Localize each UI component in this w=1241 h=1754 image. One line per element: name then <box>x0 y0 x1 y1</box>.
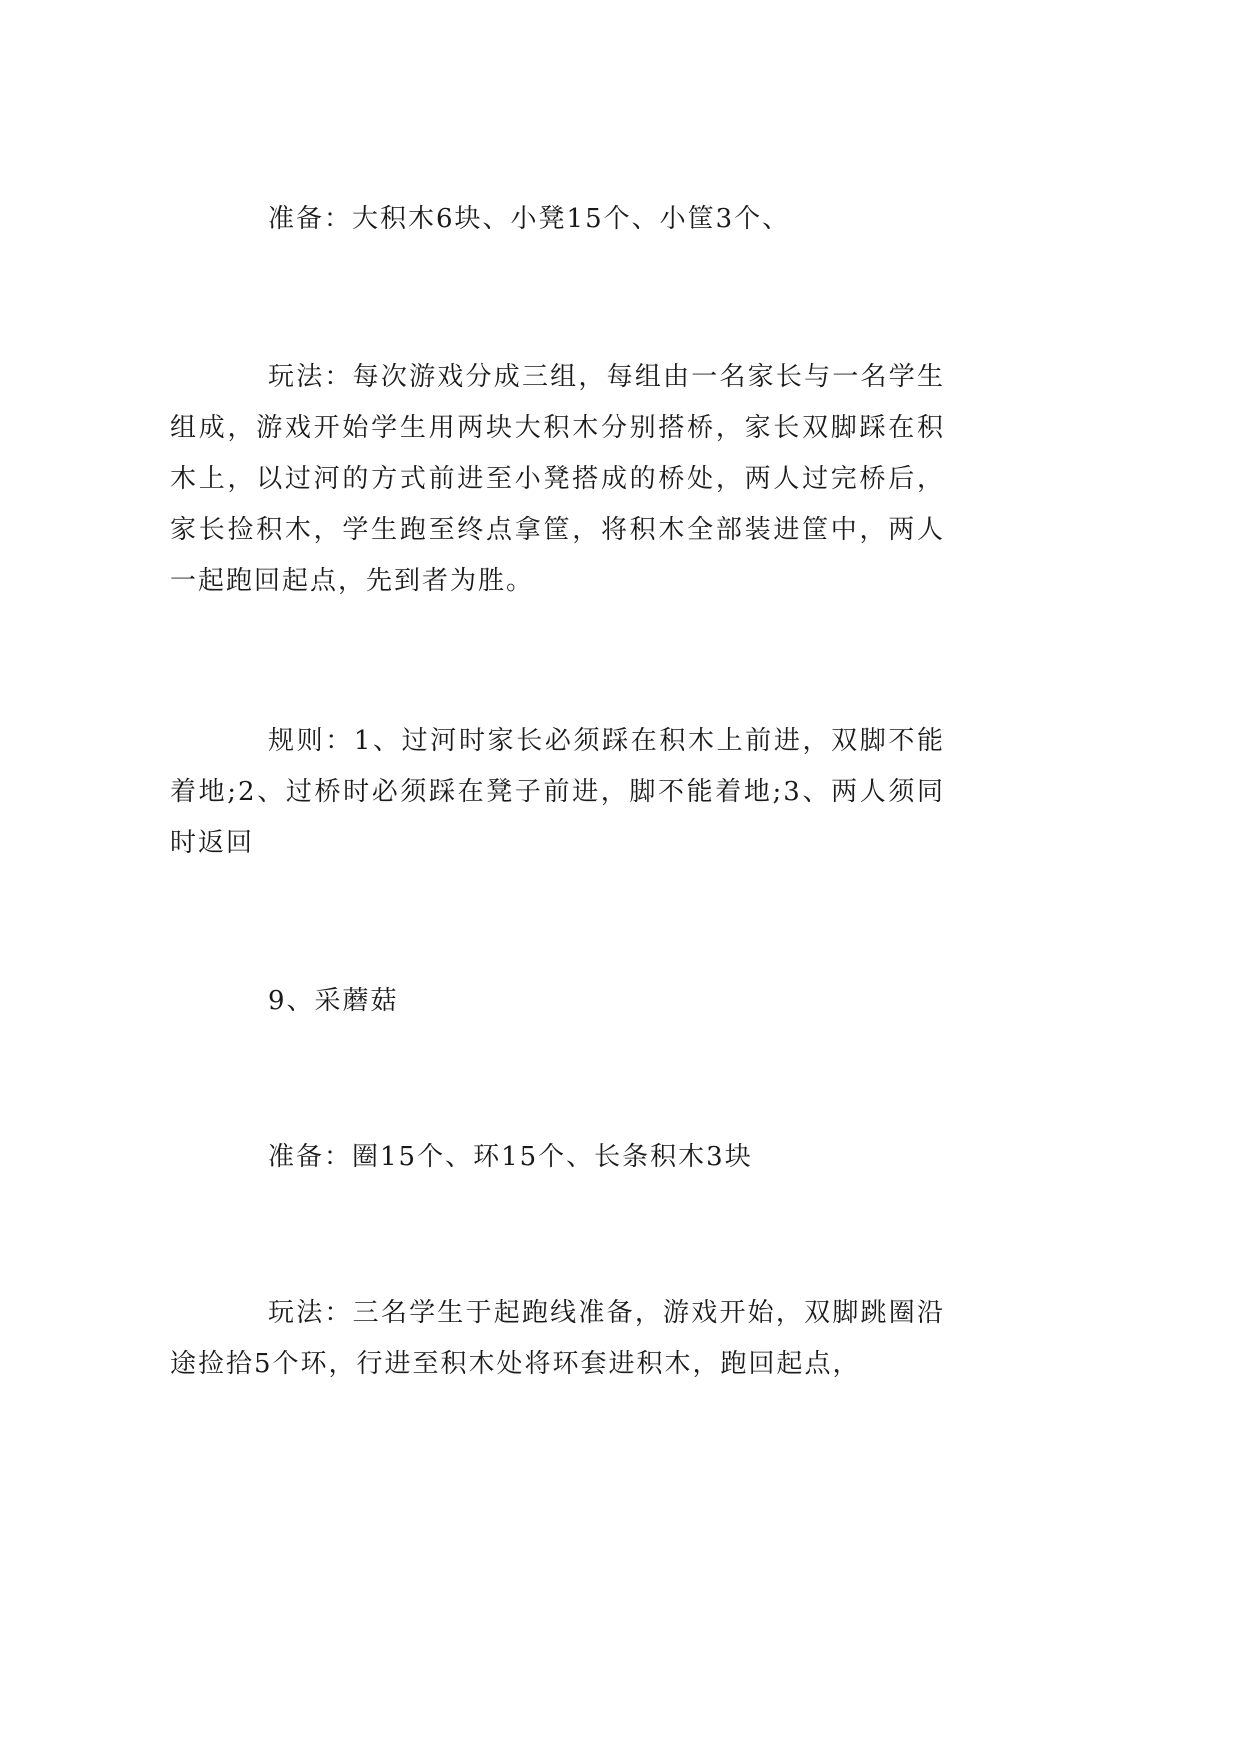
section-heading-9: 9、采蘑菇 <box>268 986 399 1016</box>
paragraph-gameplay-1: 玩法：每次游戏分成三组，每组由一名家长与一名学生组成，游戏开始学生用两块大积木分别搭桥，家长双脚踩在积木上，以过河的方式前进至小凳搭成的桥处，两人过完桥后，家长捡积木，学生跑至终点拿筐，将积木全部装进筐中，两人一起跑回起点，先到者为胜。 <box>170 362 945 596</box>
paragraph-gameplay-2: 玩法：三名学生于起跑线准备，游戏开始，双脚跳圈沿途捡拾5个环，行进至积木处将环套进积木，跑回起点， <box>170 1298 945 1379</box>
paragraph-preparation-2: 准备：圈15个、环15个、长条积木3块 <box>268 1142 753 1172</box>
paragraph-preparation-1: 准备：大积木6块、小凳15个、小筐3个、 <box>268 204 791 234</box>
paragraph-rules-1: 规则：1、过河时家长必须踩在积木上前进，双脚不能着地;2、过桥时必须踩在凳子前进，脚不能着地;3、两人须同时返回 <box>170 726 945 858</box>
